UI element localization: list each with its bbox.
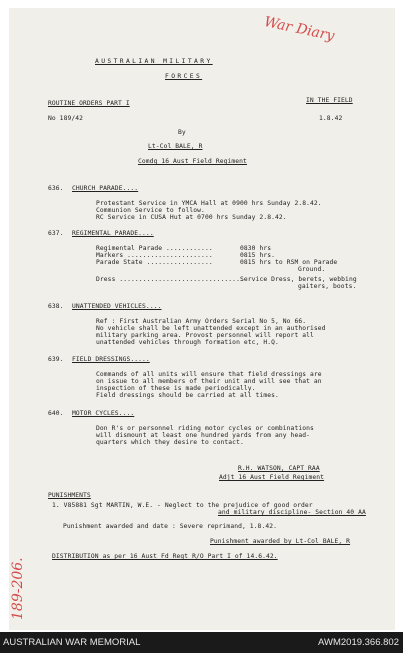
signature-title: Adjt 16 Aust Field Regiment — [219, 474, 325, 481]
section-number: 640. — [48, 410, 64, 417]
parade-row-value: 0830 hrs — [240, 245, 272, 252]
footer-bar — [0, 632, 403, 653]
order-number: No 189/42 — [48, 115, 84, 122]
header-line2: FORCES — [165, 73, 203, 80]
footer-accession-number: AWM2019.366.802 — [318, 637, 399, 648]
parade-row-label: Regimental Parade ............ — [96, 245, 213, 252]
punishments-heading: PUNISHMENTS — [48, 492, 91, 499]
section-text: inspection of these is made periodically. — [96, 385, 256, 392]
section-number: 639. — [48, 356, 64, 363]
in-the-field-label: IN THE FIELD — [306, 97, 353, 104]
section-text: No vehicle shall be left unattended except in an authorised — [96, 325, 326, 332]
by-label: By — [178, 129, 186, 136]
command-title: Comdg 16 Aust Field Regiment — [138, 158, 247, 165]
section-text: on issue to all members of their unit and will see that an — [96, 378, 322, 385]
section-number: 637. — [48, 230, 64, 237]
routine-orders-label: ROUTINE ORDERS PART I — [48, 100, 130, 107]
parade-row-label: Markers ...................... — [96, 252, 213, 259]
section-text: Field dressings should be carried at all times. — [96, 392, 279, 399]
war-diary-annotation: War Diary — [262, 14, 336, 45]
signature-name: R.H. WATSON, CAPT RAA — [238, 465, 320, 472]
section-title: REGIMENTAL PARADE.... — [72, 230, 154, 237]
section-text: Don R's or personnel riding motor cycles or combinations — [96, 425, 314, 432]
distribution-line: DISTRIBUTION as per 16 Aust Fd Regt R/O Part I of 14.6.42. — [52, 553, 278, 560]
section-number: 638. — [48, 303, 64, 310]
margin-annotation: 189-206. — [10, 557, 26, 620]
section-text: Commands of all units will ensure that field dressings are — [96, 371, 322, 378]
parade-row-value: gaiters, boots. — [298, 283, 357, 290]
section-text: unattended vehicles through formation etc, H.Q. — [96, 339, 279, 346]
section-title: UNATTENDED VEHICLES.... — [72, 303, 162, 310]
section-title: FIELD DRESSINGS..... — [72, 356, 150, 363]
punishment-line: 1. V85881 Sgt MARTIN, W.E. - Neglect to the prejudice of good order — [52, 502, 313, 509]
punishment-awarded-by: Punishment awarded by Lt-Col BALE, R — [210, 538, 351, 545]
section-text: will dismount at least one hundred yards from any head- — [96, 432, 311, 439]
footer-institution: AUSTRALIAN WAR MEMORIAL — [3, 637, 141, 648]
order-date: 1.8.42 — [319, 115, 343, 122]
punishment-awarded: Punishment awarded and date : Severe reprimand, 1.8.42. — [63, 523, 278, 530]
section-text: Communion Service to follow. — [96, 207, 205, 214]
officer-name: Lt-Col BALE, R — [148, 143, 203, 150]
parade-row-label: Parade State ................. — [96, 259, 213, 266]
section-text: military parking area. Provost personnel will report all — [96, 332, 314, 339]
section-text: Protestant Service in YMCA Hall at 0900 hrs Sunday 2.8.42. — [96, 200, 322, 207]
parade-row-value: 0815 hrs to RSM on Parade — [240, 259, 338, 266]
parade-row-value: Ground. — [298, 266, 326, 273]
parade-row-label: Dress ................................ — [96, 276, 244, 283]
parade-row-value: 0815 hrs. — [240, 252, 276, 259]
section-text: Ref : First Australian Army Orders Serial No 5, No 66. — [96, 318, 307, 325]
section-text: quarters which they desire to contact. — [96, 439, 244, 446]
section-title: CHURCH PARADE.... — [72, 185, 139, 192]
parade-row-value: Service Dress, berets, webbing — [240, 276, 357, 283]
section-title: MOTOR CYCLES.... — [72, 410, 135, 417]
section-number: 636. — [48, 185, 64, 192]
header-line1: AUSTRALIAN MILITARY — [95, 58, 213, 65]
section-text: RC Service in CUSA Hut at 0700 hrs Sunday 2.8.42. — [96, 214, 287, 221]
punishment-line: and military discipline- Section 40 AA — [218, 509, 366, 516]
